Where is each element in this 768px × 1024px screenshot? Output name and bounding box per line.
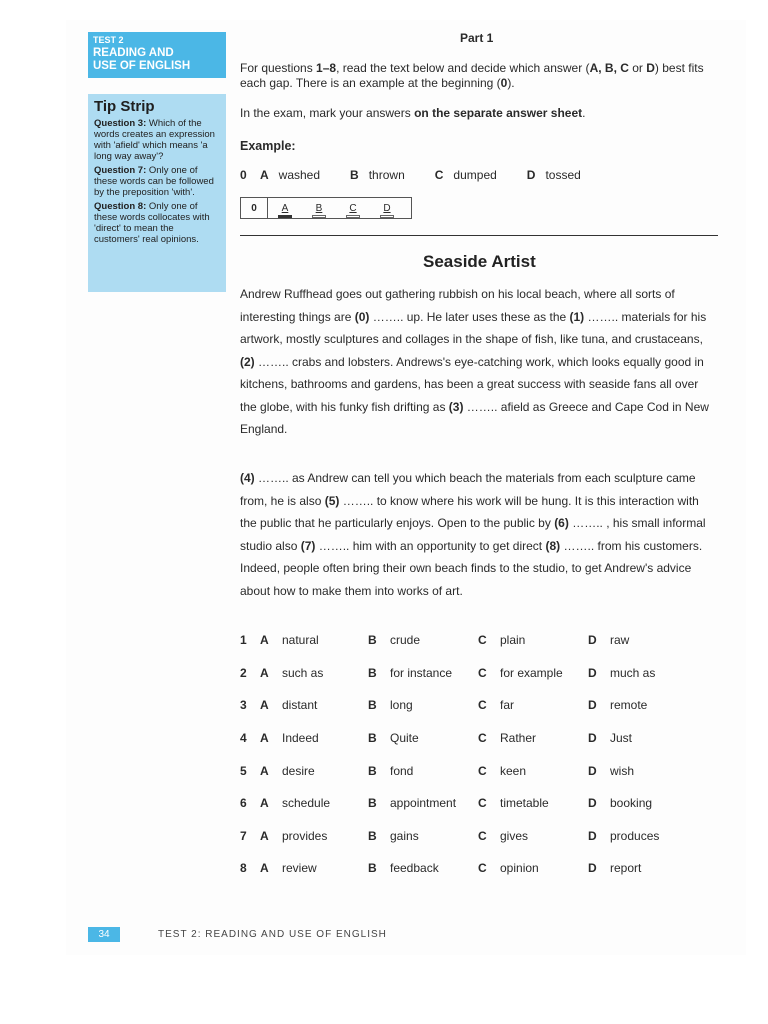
- option-letter: C: [478, 731, 487, 746]
- option-word: long: [390, 698, 413, 713]
- option-letter: B: [368, 698, 377, 713]
- story-paragraph-1: [240, 283, 718, 441]
- option-word: thrown: [368, 168, 405, 182]
- option-letter: A: [260, 828, 269, 843]
- option-letter: B: [368, 763, 377, 778]
- answer-cell-letter: D: [383, 202, 391, 214]
- option-word: provides: [282, 828, 328, 843]
- option-word: wish: [610, 763, 635, 778]
- gap-marker: (6): [554, 516, 569, 530]
- example-row: [240, 168, 611, 182]
- answer-mark-filled: [278, 215, 292, 218]
- question-row: [240, 722, 720, 755]
- options-table: [240, 624, 720, 885]
- answer-mark-empty: [312, 215, 326, 218]
- story-text: …….. afield as Greece and Cape Cod in New England.: [240, 399, 709, 436]
- tip-text: Only one of these words collocates with 'direct' to mean the customers' real opinions.: [94, 201, 210, 245]
- option-word: tossed: [545, 168, 581, 182]
- instr-zero: 0: [500, 76, 508, 90]
- option-word: review: [282, 861, 317, 876]
- page-number: 34: [88, 927, 120, 942]
- option-letter: C: [478, 665, 487, 680]
- story-text: …….. as Andrew can tell you which beach the materials from each sculpture came from, he is also: [240, 471, 696, 508]
- instr-letter-d: D: [646, 61, 655, 75]
- option-word: such as: [282, 665, 324, 680]
- option-word: desire: [282, 763, 315, 778]
- example-number: 0: [240, 168, 247, 182]
- gap-marker: (7): [300, 538, 316, 553]
- answer-cell-a: [268, 203, 302, 214]
- test-banner: [88, 32, 226, 78]
- running-title: TEST 2: READING AND USE OF ENGLISH: [158, 929, 387, 940]
- tip-label: Question 8:: [94, 201, 147, 212]
- option-word: report: [610, 861, 642, 876]
- exam-note-text: .: [582, 106, 586, 120]
- option-letter: B: [368, 665, 377, 680]
- instr-letters: A, B, C: [589, 61, 629, 75]
- banner-line-3: USE OF ENGLISH: [93, 60, 191, 72]
- story-text: …….. him with an opportunity to get direct: [315, 538, 546, 553]
- option-letter: B: [368, 861, 377, 876]
- tip-item: [94, 201, 220, 245]
- option-word: feedback: [390, 861, 439, 876]
- banner-line-1: TEST 2: [93, 35, 124, 45]
- answer-mark-empty: [346, 215, 360, 218]
- answer-cell-letter: B: [315, 202, 323, 214]
- question-number: 2: [240, 665, 247, 680]
- question-number: 5: [240, 763, 247, 778]
- option-letter: D: [588, 633, 597, 648]
- question-row: [240, 754, 720, 787]
- option-word: distant: [282, 698, 318, 713]
- option-letter: B: [368, 633, 377, 648]
- option-word: crude: [390, 633, 421, 648]
- instructions: [240, 61, 720, 91]
- option-word: opinion: [500, 861, 539, 876]
- story-text: …….. to know where his work will be hung. It is this interaction with the public that he particularly enjoys. Open to the public by: [240, 493, 699, 530]
- tip-text: Which of the words creates an expression with 'afield' which means 'a long way away'?: [94, 118, 215, 162]
- option-word: booking: [610, 796, 653, 811]
- option-letter: A: [260, 168, 269, 182]
- option-word: Indeed: [282, 731, 319, 746]
- gap-marker: (8): [545, 538, 561, 553]
- question-number: 4: [240, 731, 247, 746]
- option-word: keen: [500, 763, 527, 778]
- option-word: Quite: [390, 731, 419, 746]
- question-number: 3: [240, 698, 247, 713]
- question-row: [240, 787, 720, 820]
- option-word: dumped: [453, 168, 497, 182]
- option-letter: D: [588, 731, 597, 746]
- tip-strip-title: Tip Strip: [94, 98, 155, 115]
- option-letter: B: [368, 731, 377, 746]
- option-letter: D: [526, 168, 536, 182]
- option-letter: C: [478, 698, 487, 713]
- question-number: 7: [240, 828, 247, 843]
- option-word: for example: [500, 665, 563, 680]
- option-letter: B: [350, 168, 359, 182]
- option-letter: D: [588, 698, 597, 713]
- option-letter: D: [588, 665, 597, 680]
- question-row: [240, 657, 720, 690]
- gap-marker: (1): [569, 309, 585, 324]
- option-word: gains: [390, 828, 419, 843]
- tip-strip: [88, 94, 226, 292]
- question-number: 6: [240, 796, 247, 811]
- option-letter: C: [478, 861, 487, 876]
- option-letter: C: [478, 796, 487, 811]
- answer-cell-b: [302, 203, 336, 214]
- option-letter: B: [368, 796, 377, 811]
- option-letter: C: [478, 828, 487, 843]
- story-text: …….. crabs and lobsters. Andrews's eye-catching work, which looks equally good in kitchens, bathrooms and gardens, has been a great success with seaside fans all over the globe, with his funky fish drifting as: [240, 354, 704, 414]
- instr-text: ).: [507, 76, 515, 90]
- story-text: …….. , his small informal studio also: [240, 516, 706, 553]
- gap-marker: (3): [448, 399, 464, 414]
- instr-text: , read the text below and decide which answer (: [336, 61, 590, 75]
- option-letter: A: [260, 633, 269, 648]
- option-word: schedule: [282, 796, 331, 811]
- example-option: [260, 168, 320, 182]
- answer-box-number: 0: [241, 198, 268, 218]
- option-word: Rather: [500, 731, 537, 746]
- option-word: washed: [278, 168, 321, 182]
- question-row: [240, 624, 720, 657]
- option-word: gives: [500, 828, 529, 843]
- option-word: fond: [390, 763, 414, 778]
- exam-note-text: In the exam, mark your answers: [240, 106, 415, 120]
- option-letter: C: [478, 633, 487, 648]
- option-letter: A: [260, 763, 269, 778]
- tip-item: [94, 165, 220, 198]
- instr-text: ) best fits each gap. There is an example at the beginning (: [240, 61, 704, 90]
- option-word: much as: [610, 665, 656, 680]
- question-row: [240, 689, 720, 722]
- tip-label: Question 7:: [94, 165, 147, 176]
- question-number: 1: [240, 633, 247, 648]
- answer-cell-d: [370, 203, 404, 214]
- answer-cell-letter: A: [281, 202, 289, 214]
- answer-cell-letter: C: [349, 202, 357, 214]
- question-number: 8: [240, 861, 247, 876]
- gap-marker: (2): [240, 354, 255, 369]
- story-paragraph-2: [240, 467, 718, 602]
- option-letter: D: [588, 763, 597, 778]
- example-answer-box: [240, 197, 412, 219]
- answer-mark-empty: [380, 215, 394, 218]
- banner-line-2: READING AND: [93, 47, 174, 59]
- option-letter: D: [588, 861, 597, 876]
- option-word: plain: [500, 633, 526, 648]
- example-label: Example:: [240, 139, 296, 153]
- instr-text: or: [628, 61, 647, 75]
- option-word: far: [500, 698, 515, 713]
- story-text: …….. from his customers. Indeed, people often bring their own beach finds to the studio, to get Andrew's advice about how to make them into works of art.: [240, 538, 703, 598]
- gap-marker: (4): [240, 471, 255, 485]
- option-word: timetable: [500, 796, 549, 811]
- question-row: [240, 852, 720, 885]
- exam-note: [240, 106, 586, 120]
- gap-marker: (5): [324, 493, 340, 508]
- answer-cell-c: [336, 203, 370, 214]
- story-text: Andrew Ruffhead goes out gathering rubbish on his local beach, where all sorts of interesting things are: [240, 287, 675, 324]
- option-letter: A: [260, 861, 269, 876]
- option-letter: C: [478, 763, 487, 778]
- option-word: for instance: [390, 665, 453, 680]
- tip-label: Question 3:: [94, 118, 147, 129]
- example-option: [350, 168, 405, 182]
- option-word: raw: [610, 633, 630, 648]
- option-letter: A: [260, 698, 269, 713]
- option-word: natural: [282, 633, 319, 648]
- story-text: …….. up. He later uses these as the: [369, 309, 570, 324]
- option-letter: A: [260, 731, 269, 746]
- story-title: Seaside Artist: [423, 252, 536, 271]
- option-letter: B: [368, 828, 377, 843]
- part-title: Part 1: [460, 31, 494, 45]
- story-text: …….. materials for his artwork, mostly sculptures and collages in the shape of fish, like tuna, and crustaceans,: [240, 309, 707, 346]
- option-letter: C: [434, 168, 444, 182]
- tip-item: [94, 118, 220, 162]
- tip-text: Only one of these words can be followed by the preposition 'with'.: [94, 165, 214, 198]
- question-row: [240, 820, 720, 853]
- exam-note-bold: on the separate answer sheet: [414, 106, 583, 120]
- option-word: produces: [610, 828, 660, 843]
- option-letter: A: [260, 665, 269, 680]
- example-option: [435, 168, 497, 182]
- option-letter: A: [260, 796, 269, 811]
- gap-marker: (0): [354, 309, 370, 324]
- option-letter: D: [588, 796, 597, 811]
- option-word: remote: [610, 698, 648, 713]
- example-option: [527, 168, 581, 182]
- option-word: appointment: [390, 796, 457, 811]
- divider: [240, 235, 718, 236]
- option-letter: D: [588, 828, 597, 843]
- option-word: Just: [610, 731, 633, 746]
- instr-text: For questions: [240, 61, 317, 75]
- instr-range: 1–8: [316, 61, 337, 75]
